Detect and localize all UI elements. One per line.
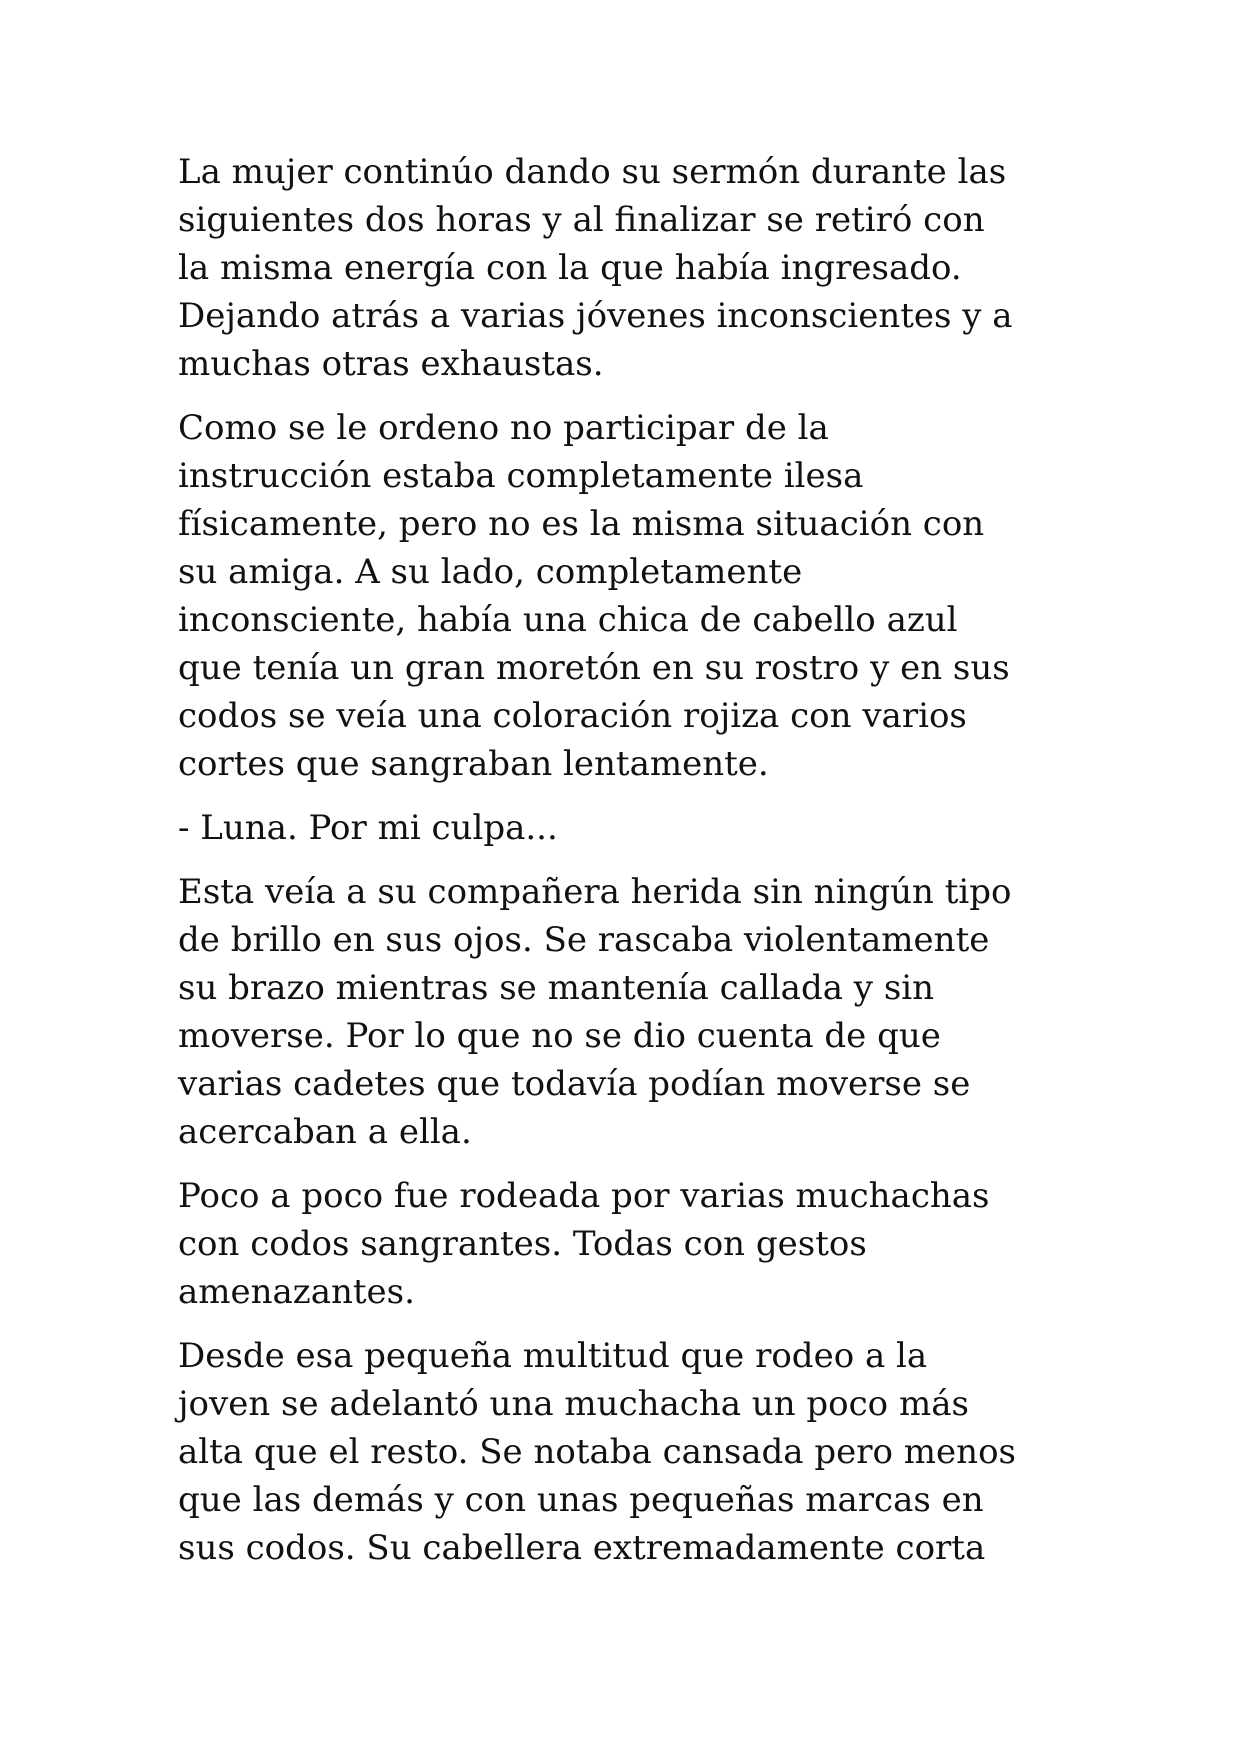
text-line: acercaban a ella. xyxy=(178,1112,472,1152)
text-line: siguientes dos horas y al finalizar se retiró con xyxy=(178,200,985,240)
paragraph-4 xyxy=(178,868,1078,1156)
text-line: - Luna. Por mi culpa... xyxy=(178,808,558,848)
paragraph-2 xyxy=(178,404,1078,788)
text-line: Como se le ordeno no participar de la xyxy=(178,408,829,448)
text-line: la misma energía con la que había ingresado. xyxy=(178,248,962,288)
text-line: Esta veía a su compañera herida sin ningún tipo xyxy=(178,872,1012,912)
text-line: cortes que sangraban lentamente. xyxy=(178,744,769,784)
text-line: codos se veía una coloración rojiza con varios xyxy=(178,696,967,736)
text-line: inconsciente, había una chica de cabello azul xyxy=(178,600,958,640)
text-line: La mujer continúo dando su sermón durante las xyxy=(178,152,1007,192)
paragraph-5 xyxy=(178,1172,1078,1316)
text-line: instrucción estaba completamente ilesa xyxy=(178,456,864,496)
text-line: su amiga. A su lado, completamente xyxy=(178,552,803,592)
text-line: sus codos. Su cabellera extremadamente corta xyxy=(178,1528,986,1568)
text-line: Poco a poco fue rodeada por varias muchachas xyxy=(178,1176,990,1216)
paragraph-3 xyxy=(178,804,1078,852)
text-line: muchas otras exhaustas. xyxy=(178,344,604,384)
text-line: físicamente, pero no es la misma situación con xyxy=(178,504,985,544)
text-line: su brazo mientras se mantenía callada y sin xyxy=(178,968,935,1008)
text-line: con codos sangrantes. Todas con gestos xyxy=(178,1224,867,1264)
body-text xyxy=(178,148,1078,1588)
text-line: de brillo en sus ojos. Se rascaba violentamente xyxy=(178,920,990,960)
text-line: Desde esa pequeña multitud que rodeo a la xyxy=(178,1336,928,1376)
text-line: Dejando atrás a varias jóvenes inconscientes y a xyxy=(178,296,1013,336)
text-line: varias cadetes que todavía podían moverse se xyxy=(178,1064,971,1104)
text-line: alta que el resto. Se notaba cansada pero menos xyxy=(178,1432,1016,1472)
text-line: amenazantes. xyxy=(178,1272,415,1312)
text-line: que tenía un gran moretón en su rostro y en sus xyxy=(178,648,1010,688)
text-line: que las demás y con unas pequeñas marcas en xyxy=(178,1480,984,1520)
text-line: joven se adelantó una muchacha un poco más xyxy=(178,1384,969,1424)
text-line: moverse. Por lo que no se dio cuenta de que xyxy=(178,1016,941,1056)
paragraph-6 xyxy=(178,1332,1078,1572)
paragraph-1 xyxy=(178,148,1078,388)
